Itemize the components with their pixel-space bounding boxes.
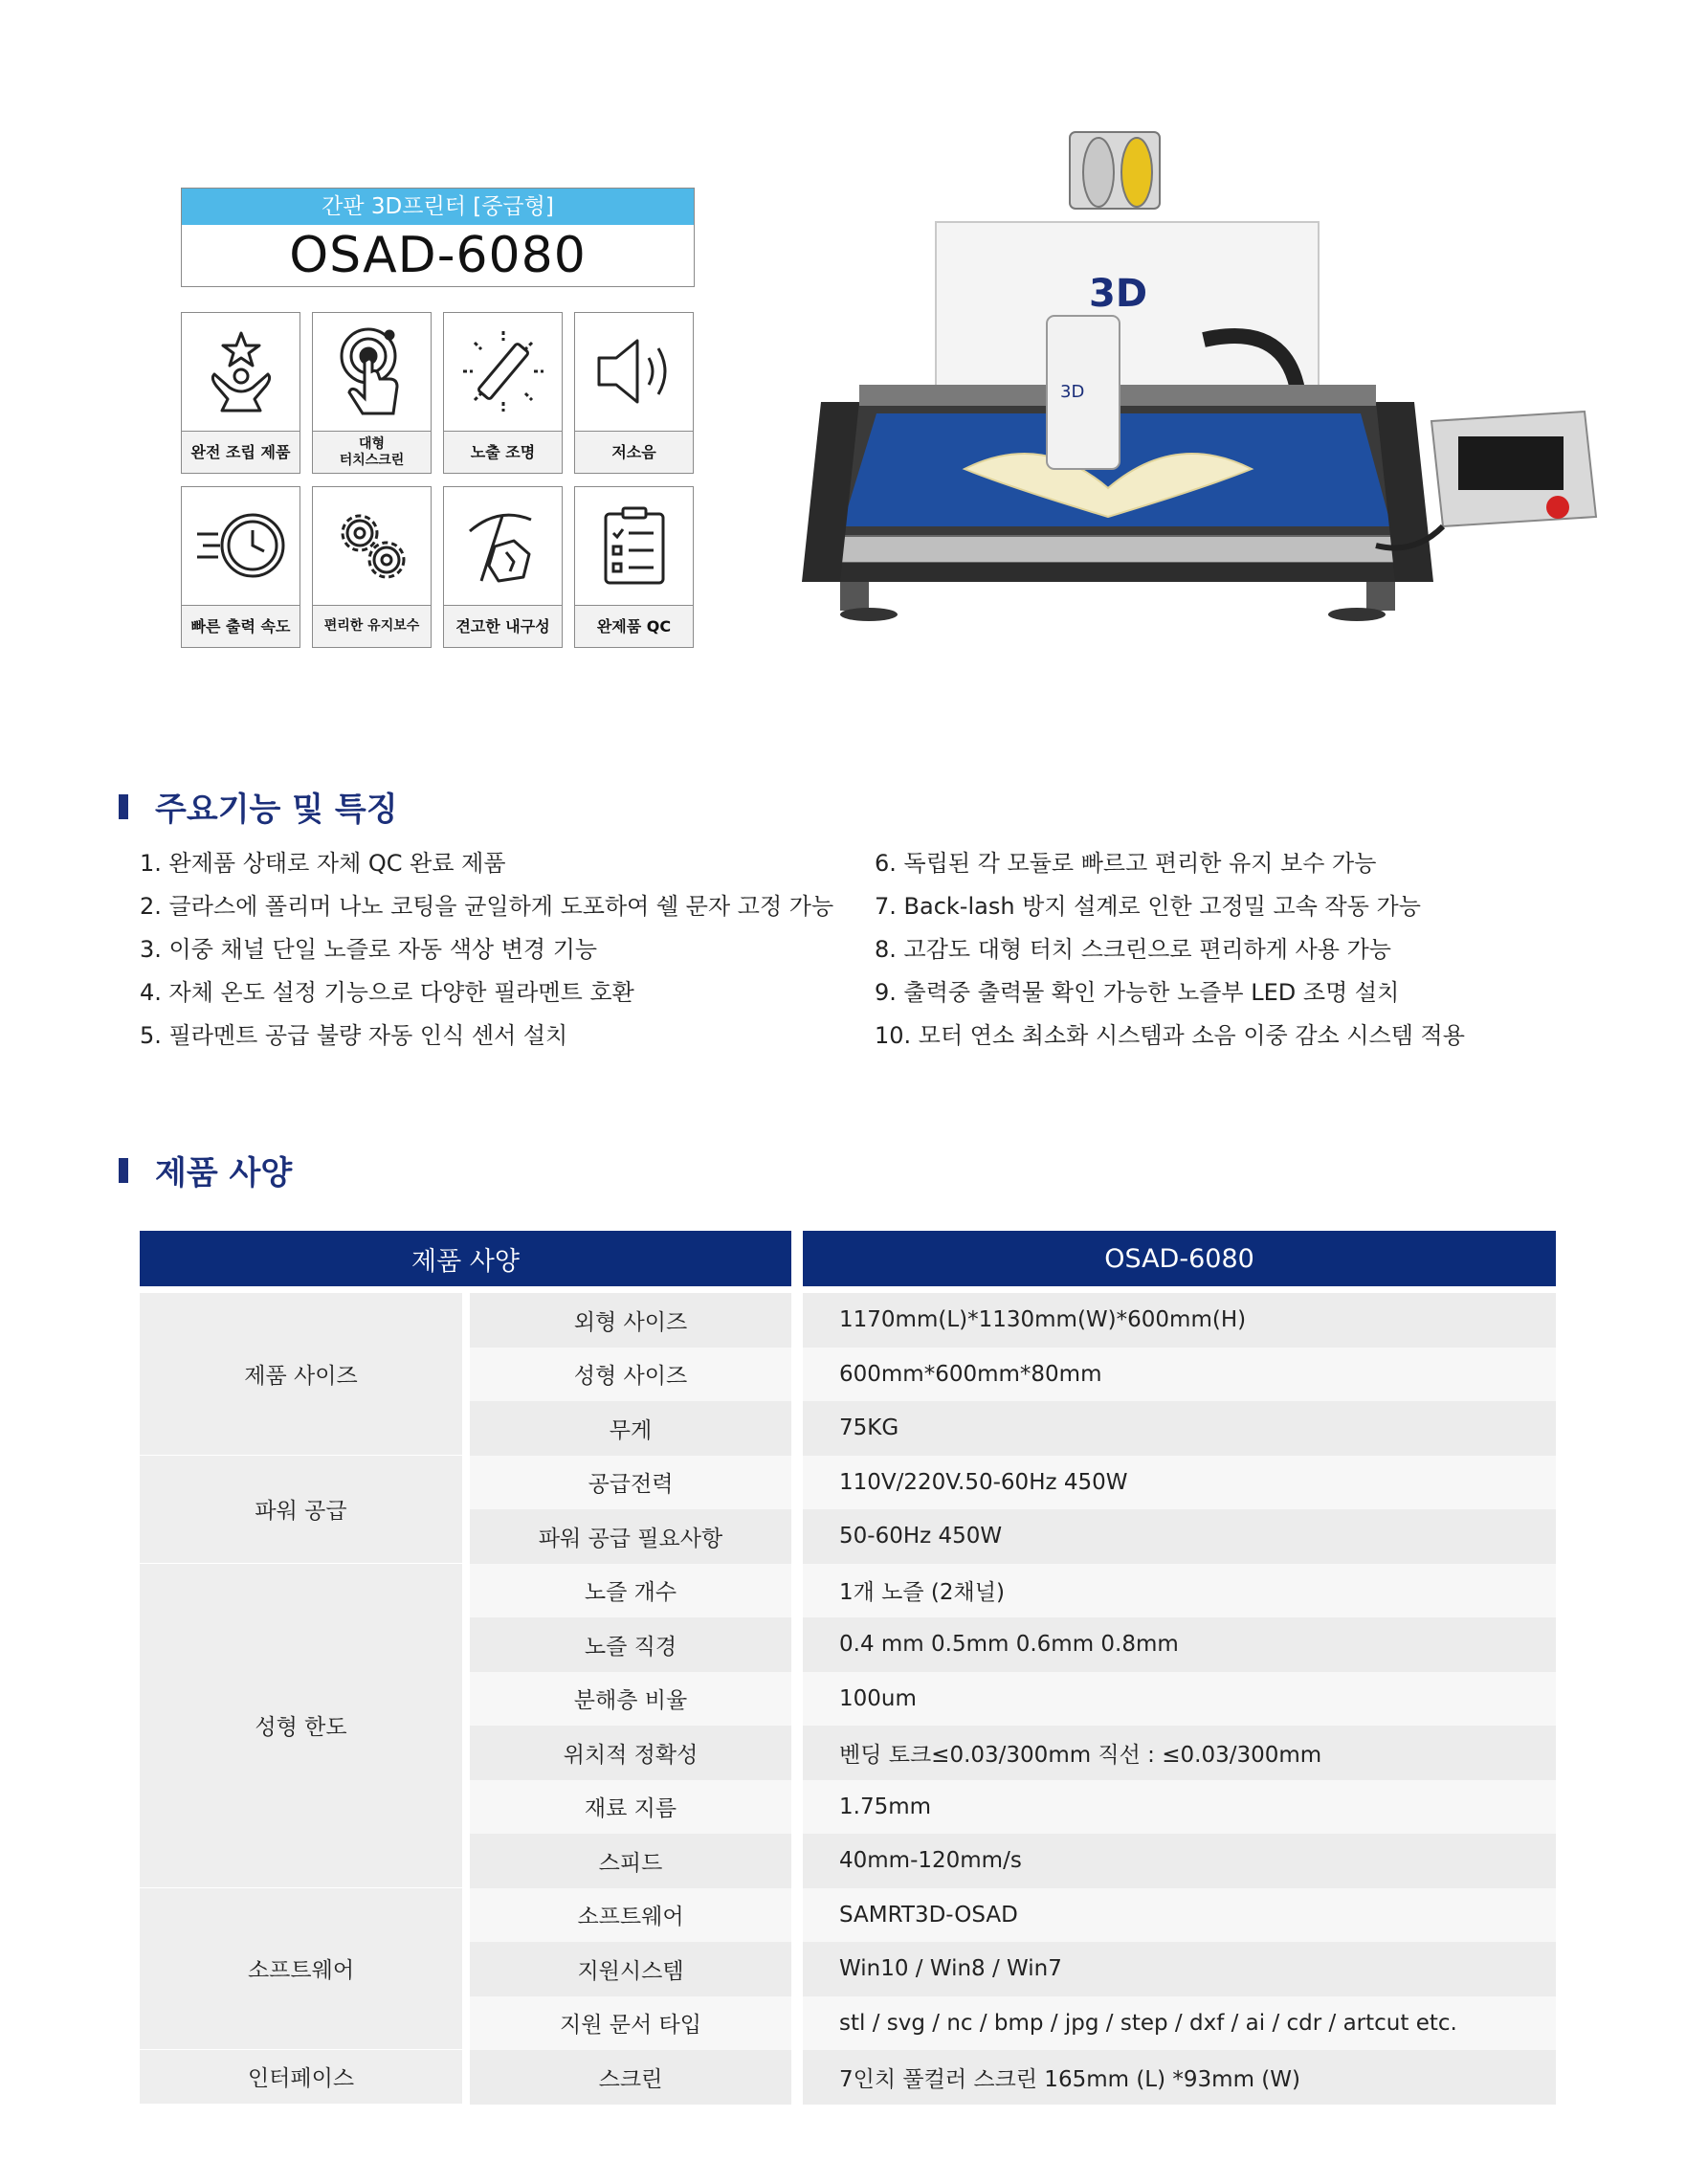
product-category: 간판 3D프린터 [중급형]	[182, 189, 694, 225]
list-item: 3. 이중 채널 단일 노즐로 자동 색상 변경 기능	[140, 936, 598, 963]
lighting-icon	[444, 313, 562, 430]
spec-item: 지원시스템	[470, 1942, 791, 1996]
spec-item: 스피드	[470, 1834, 791, 1888]
list-item: 1. 완제품 상태로 자체 QC 완료 제품	[140, 850, 506, 877]
list-item: 2. 글라스에 폴리머 나노 코팅을 균일하게 도포하여 쉘 문자 고정 가능	[140, 893, 834, 920]
spec-item: 무게	[470, 1401, 791, 1456]
spec-item: 소프트웨어	[470, 1888, 791, 1943]
spec-heading	[119, 1147, 292, 1193]
spec-value: SAMRT3D-OSAD	[803, 1888, 1556, 1943]
spec-group-label: 파워 공급	[140, 1456, 462, 1563]
feature-tile	[443, 312, 563, 474]
feature-tile-label: 노출 조명	[444, 431, 562, 473]
spec-group-label: 성형 한도	[140, 1564, 462, 1887]
spec-value: 600mm*600mm*80mm	[803, 1348, 1556, 1402]
list-item: 4. 자체 온도 설정 기능으로 다양한 필라멘트 호환	[140, 979, 634, 1006]
product-model: OSAD-6080	[289, 227, 587, 284]
features-title: 주요기능 및 특징	[155, 791, 398, 829]
spec-value: 75KG	[803, 1401, 1556, 1456]
list-item: 7. Back-lash 방지 설계로 인한 고정밀 고속 작동 가능	[875, 893, 1421, 920]
spec-value: 100um	[803, 1672, 1556, 1727]
product-badge	[181, 188, 695, 287]
spec-value: 1개 노즐 (2채널)	[803, 1564, 1556, 1618]
feature-tile	[312, 312, 432, 474]
list-item: 9. 출력중 출력물 확인 가능한 노즐부 LED 조명 설치	[875, 979, 1400, 1006]
heading-bar	[119, 794, 128, 819]
spec-value: 50-60Hz 450W	[803, 1509, 1556, 1564]
spec-value: 7인치 풀컬러 스크린 165mm (L) *93mm (W)	[803, 2050, 1556, 2105]
spec-title: 제품 사양	[155, 1154, 293, 1192]
spec-item: 공급전력	[470, 1456, 791, 1510]
spec-value: 40mm-120mm/s	[803, 1834, 1556, 1888]
feature-tile	[312, 486, 432, 648]
spec-value: 벤딩 토크≤0.03/300mm 직선 : ≤0.03/300mm	[803, 1726, 1556, 1780]
feature-tile-label: 견고한 내구성	[444, 605, 562, 647]
spec-header-left: 제품 사양	[140, 1231, 791, 1286]
feature-tile-label: 대형 터치스크린	[313, 431, 431, 473]
feature-tile-label: 완전 조립 제품	[182, 431, 299, 473]
feature-tile	[181, 312, 300, 474]
spec-value: Win10 / Win8 / Win7	[803, 1942, 1556, 1996]
gears-icon	[313, 487, 431, 604]
features-column-right	[875, 842, 1465, 1058]
checklist-icon	[575, 487, 693, 604]
spec-item: 노즐 개수	[470, 1564, 791, 1618]
feature-tile-label: 빠른 출력 속도	[182, 605, 299, 647]
spec-value: 1.75mm	[803, 1780, 1556, 1835]
star-person-icon	[182, 313, 299, 430]
product-photo	[802, 124, 1604, 680]
svg-text:3D: 3D	[1060, 382, 1085, 402]
features-heading	[119, 783, 398, 830]
speaker-icon	[575, 313, 693, 430]
spec-value: 0.4 mm 0.5mm 0.6mm 0.8mm	[803, 1617, 1556, 1672]
spec-item: 스크린	[470, 2050, 791, 2105]
fast-clock-icon	[182, 487, 299, 604]
list-item: 10. 모터 연소 최소화 시스템과 소음 이중 감소 시스템 적용	[875, 1022, 1465, 1049]
list-item: 8. 고감도 대형 터치 스크린으로 편리하게 사용 가능	[875, 936, 1391, 963]
spec-item: 외형 사이즈	[470, 1293, 791, 1348]
spec-value: 110V/220V.50-60Hz 450W	[803, 1456, 1556, 1510]
spec-group-label: 제품 사이즈	[140, 1293, 462, 1455]
spec-item: 지원 문서 타입	[470, 1996, 791, 2051]
feature-tile-label: 저소음	[575, 431, 693, 473]
spec-item: 성형 사이즈	[470, 1348, 791, 1402]
spec-group-label: 인터페이스	[140, 2050, 462, 2104]
feature-tile	[574, 486, 694, 648]
spec-header-right: OSAD-6080	[803, 1231, 1556, 1286]
list-item: 6. 독립된 각 모듈로 빠르고 편리한 유지 보수 가능	[875, 850, 1377, 877]
features-column-left	[140, 842, 833, 1058]
list-item: 5. 필라멘트 공급 불량 자동 인식 센서 설치	[140, 1022, 568, 1049]
spec-value: 1170mm(L)*1130mm(W)*600mm(H)	[803, 1293, 1556, 1348]
pickaxe-rock-icon	[444, 487, 562, 604]
spec-value: stl / svg / nc / bmp / jpg / step / dxf / ai / cdr / artcut etc.	[803, 1996, 1556, 2051]
spec-item: 재료 지름	[470, 1780, 791, 1835]
spec-item: 파워 공급 필요사항	[470, 1509, 791, 1564]
spec-item: 분해층 비율	[470, 1672, 791, 1727]
heading-bar	[119, 1158, 128, 1183]
spec-group-label: 소프트웨어	[140, 1888, 462, 2050]
feature-tile	[181, 486, 300, 648]
touch-screen-icon	[313, 313, 431, 430]
feature-tile	[443, 486, 563, 648]
spec-item: 위치적 정확성	[470, 1726, 791, 1780]
feature-tile-label: 편리한 유지보수	[313, 605, 431, 647]
feature-tile-label: 완제품 QC	[575, 605, 693, 647]
feature-tile	[574, 312, 694, 474]
svg-text:3D: 3D	[1089, 272, 1148, 316]
spec-item: 노즐 직경	[470, 1617, 791, 1672]
